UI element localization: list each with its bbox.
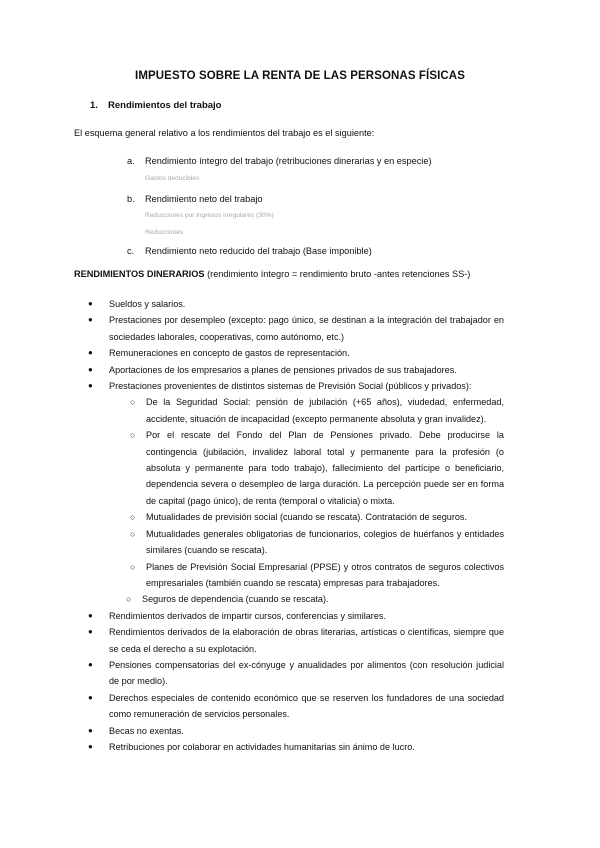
list-item xyxy=(74,362,504,378)
sublist-item xyxy=(109,509,504,525)
sublist-item xyxy=(109,394,504,427)
list-item xyxy=(74,312,504,345)
list-item-text: Prestaciones por desempleo (excepto: pago único, se destinan a la integración del trabajador en sociedades laborales, cooperativas, como autónomo, etc.) xyxy=(109,315,504,342)
scheme-letter: a. xyxy=(127,156,135,166)
bullet-icon: ● xyxy=(88,381,93,391)
scheme-subitem: Reducciones xyxy=(145,229,184,236)
list-item-text: Rendimientos derivados de la elaboración de obras literarias, artísticas o científicas, siempre que se ceda el derecho a su explotación. xyxy=(109,627,504,654)
scheme-letter: c. xyxy=(127,246,135,256)
sublist-item-text: Mutualidades generales obligatorias de funcionarios, colegios de huérfanos y entidades similares (cuando se rescata). xyxy=(146,528,504,556)
scheme-item-c xyxy=(127,246,372,256)
list-item xyxy=(74,608,504,624)
circle-bullet-icon: ○ xyxy=(130,528,136,539)
intro-paragraph: El esquema general relativo a los rendimientos del trabajo es el siguiente: xyxy=(74,128,375,138)
bullet-icon: ● xyxy=(88,659,93,669)
list-item-text: Prestaciones provenientes de distintos sistemas de Previsión Social (públicos y privados): xyxy=(109,381,472,392)
bullet-icon: ● xyxy=(88,692,93,702)
scheme-label: Rendimiento íntegro del trabajo (retribuciones dinerarias y en especie) xyxy=(145,156,432,166)
bullet-icon: ● xyxy=(88,348,93,358)
sublist-item-text: Mutualidades de previsión social (cuando se rescata). Contratación de seguros. xyxy=(146,512,467,523)
circle-bullet-icon: ○ xyxy=(130,561,136,572)
list-item xyxy=(74,739,504,755)
scheme-letter: b. xyxy=(127,194,135,204)
list-item-text: Retribuciones por colaborar en actividades humanitarias sin ánimo de lucro. xyxy=(109,741,415,752)
dinerarios-list xyxy=(74,296,504,755)
sublist-item-text: Planes de Previsión Social Empresarial (PPSE) y otros contratos de seguros colectivos empresariales (también cuando se rescata) empresas para trabajadores. xyxy=(146,561,504,588)
sublist-item-text: Por el rescate del Fondo del Plan de Pensiones privado. Debe producirse la contingencia (jubilación, invalidez laboral total y permanente para la profesión (o absoluta y permanente para todo trabajo), fallecimiento del partícipe o beneficiario, dependencia severa o desempleo de larga duración. La percepción puede ser en forma de capital (pago único), de renta (temporal o vitalicia) o mixta. xyxy=(146,430,504,506)
list-item xyxy=(74,690,504,723)
section-heading xyxy=(90,100,222,111)
list-item-text: Pensiones compensatorias del ex-cónyuge y anualidades por alimentos (con resolución judicial de por medio). xyxy=(109,659,504,687)
bullet-icon: ● xyxy=(88,299,93,308)
sublist-item xyxy=(109,427,504,509)
circle-bullet-icon: ○ xyxy=(130,512,136,523)
scheme-subitem: Reducciones por ingresos irregulares (30%) xyxy=(145,212,274,219)
sublist-item-text: Seguros de dependencia (cuando se rescata). xyxy=(142,594,329,605)
bullet-icon: ● xyxy=(88,627,93,637)
list-item xyxy=(74,345,504,361)
document-title: IMPUESTO SOBRE LA RENTA DE LAS PERSONAS FÍSICAS xyxy=(135,70,465,82)
scheme-item-a xyxy=(127,156,432,166)
dinerarios-heading xyxy=(74,269,470,279)
scheme-label: Rendimiento neto del trabajo xyxy=(145,194,263,204)
list-item-text: Rendimientos derivados de impartir cursos, conferencias y similares. xyxy=(109,610,386,621)
section-label: Rendimientos del trabajo xyxy=(108,100,222,111)
sublist-item xyxy=(109,591,504,607)
bullet-icon: ● xyxy=(88,725,93,735)
list-item-text: Derechos especiales de contenido económico que se reserven los fundadores de una sociedad como remuneración de servicios personales. xyxy=(109,692,504,720)
list-item xyxy=(74,657,504,690)
list-item-text: Sueldos y salarios. xyxy=(109,299,186,309)
circle-bullet-icon: ○ xyxy=(126,594,132,605)
bullet-icon: ● xyxy=(88,364,93,374)
circle-bullet-icon: ○ xyxy=(130,397,136,408)
bullet-icon: ● xyxy=(88,610,93,620)
bullet-icon: ● xyxy=(88,741,93,751)
bullet-icon: ● xyxy=(88,315,93,325)
scheme-subitem: Gastos deducibles xyxy=(145,175,200,182)
list-item xyxy=(74,296,504,312)
sublist-item xyxy=(109,559,504,592)
list-item-text: Becas no exentas. xyxy=(109,725,184,736)
prevision-sublist xyxy=(109,394,504,607)
scheme-item-b xyxy=(127,194,262,204)
dinerarios-note: (rendimiento íntegro = rendimiento bruto -antes retenciones SS-) xyxy=(207,269,471,279)
list-item xyxy=(74,624,504,657)
dinerarios-title: RENDIMIENTOS DINERARIOS xyxy=(74,269,205,279)
scheme-label: Rendimiento neto reducido del trabajo (Base imponible) xyxy=(145,246,372,256)
list-item xyxy=(74,378,504,608)
sublist-item xyxy=(109,526,504,559)
list-item-text: Remuneraciones en concepto de gastos de representación. xyxy=(109,348,350,359)
list-item-text: Aportaciones de los empresarios a planes de pensiones privados de sus trabajadores. xyxy=(109,364,457,375)
list-item xyxy=(74,723,504,739)
sublist-item-text: De la Seguridad Social: pensión de jubilación (+65 años), viudedad, enfermedad, accidente, situación de incapacidad (excepto permanente absoluta y gran invalidez). xyxy=(146,397,504,424)
circle-bullet-icon: ○ xyxy=(130,430,136,441)
section-number: 1. xyxy=(90,100,98,111)
